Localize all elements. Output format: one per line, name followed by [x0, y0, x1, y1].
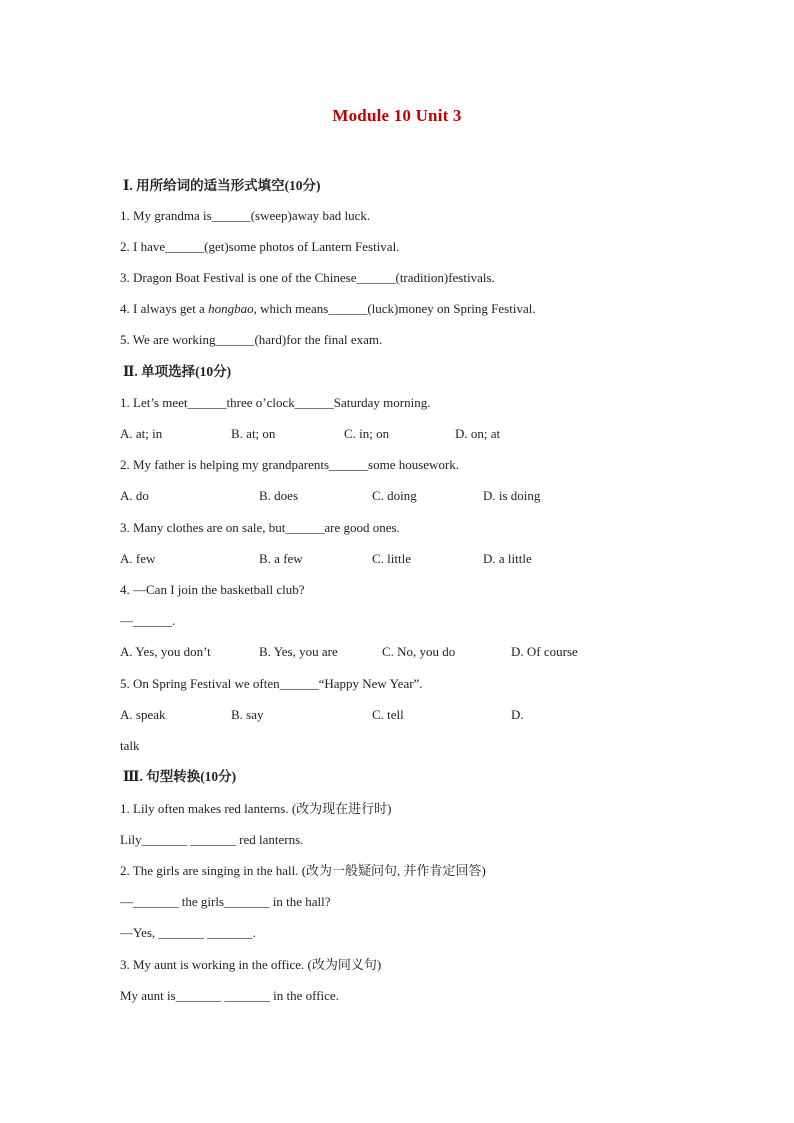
s1-question-5: 5. We are working______(hard)for the final exam. — [120, 332, 383, 347]
s3-question-1: 1. Lily often makes red lanterns. (改为现在进行时) — [120, 801, 392, 816]
s2-q4-option-a: A. Yes, you don’t — [120, 644, 211, 659]
s2-q2-option-a: A. do — [120, 488, 149, 503]
s2-q3-option-b: B. a few — [259, 551, 303, 566]
s2-q5-option-a: A. speak — [120, 707, 166, 722]
section-3-heading: Ⅲ. 句型转换(10分) — [123, 769, 237, 784]
section-2-heading: Ⅱ. 单项选择(10分) — [123, 364, 232, 379]
s3-question-1-answer: Lily_______ _______ red lanterns. — [120, 832, 304, 847]
s1-q4-pre: 4. I always get a — [120, 301, 209, 316]
section-1-heading: Ⅰ. 用所给词的适当形式填空(10分) — [123, 178, 321, 193]
s1-question-2: 2. I have______(get)some photos of Lantern Festival. — [120, 239, 400, 254]
s2-q2-option-d: D. is doing — [483, 488, 541, 503]
s2-q1-option-b: B. at; on — [231, 426, 276, 441]
s3-question-3-answer: My aunt is_______ _______ in the office. — [120, 988, 339, 1003]
s1-question-4 — [120, 300, 536, 318]
page-title: Module 10 Unit 3 — [332, 106, 462, 125]
s1-question-1: 1. My grandma is______(sweep)away bad luck. — [120, 208, 371, 223]
s2-question-3: 3. Many clothes are on sale, but______are good ones. — [120, 520, 400, 535]
s2-q4-option-b: B. Yes, you are — [259, 644, 338, 659]
s2-q5-option-b: B. say — [231, 707, 264, 722]
s1-question-3: 3. Dragon Boat Festival is one of the Chinese______(tradition)festivals. — [120, 270, 495, 285]
s2-q3-option-c: C. little — [372, 551, 411, 566]
s2-question-1: 1. Let’s meet______three o’clock______Saturday morning. — [120, 395, 431, 410]
s2-q4-option-c: C. No, you do — [382, 644, 456, 659]
s3-question-2-reply: —Yes, _______ _______. — [120, 925, 256, 940]
s2-question-4: 4. —Can I join the basketball club? — [120, 582, 305, 597]
s2-q1-option-d: D. on; at — [455, 426, 501, 441]
s2-q2-option-b: B. does — [259, 488, 298, 503]
s2-q5-option-d: D. — [511, 707, 524, 722]
s2-q5-option-c: C. tell — [372, 707, 404, 722]
s1-q4-post: , which means______(luck)money on Spring Festival. — [253, 301, 536, 316]
s2-question-4-answer: —______. — [120, 613, 176, 628]
s2-question-5: 5. On Spring Festival we often______“Happy New Year”. — [120, 676, 423, 691]
s2-question-2: 2. My father is helping my grandparents______some housework. — [120, 457, 460, 472]
s2-q3-option-a: A. few — [120, 551, 156, 566]
s2-q4-option-d: D. Of course — [511, 644, 578, 659]
s2-q1-option-a: A. at; in — [120, 426, 163, 441]
s1-q4-em: hongbao — [208, 301, 254, 316]
s2-q3-option-d: D. a little — [483, 551, 532, 566]
s2-q2-option-c: C. doing — [372, 488, 417, 503]
s3-question-2: 2. The girls are singing in the hall. (改为一般疑问句, 并作肯定回答) — [120, 863, 486, 878]
s2-q5-option-d-text: talk — [120, 738, 140, 753]
s3-question-3: 3. My aunt is working in the office. (改为同义句) — [120, 957, 382, 972]
s3-question-2-answer: —_______ the girls_______ in the hall? — [120, 894, 331, 909]
s2-q1-option-c: C. in; on — [344, 426, 390, 441]
